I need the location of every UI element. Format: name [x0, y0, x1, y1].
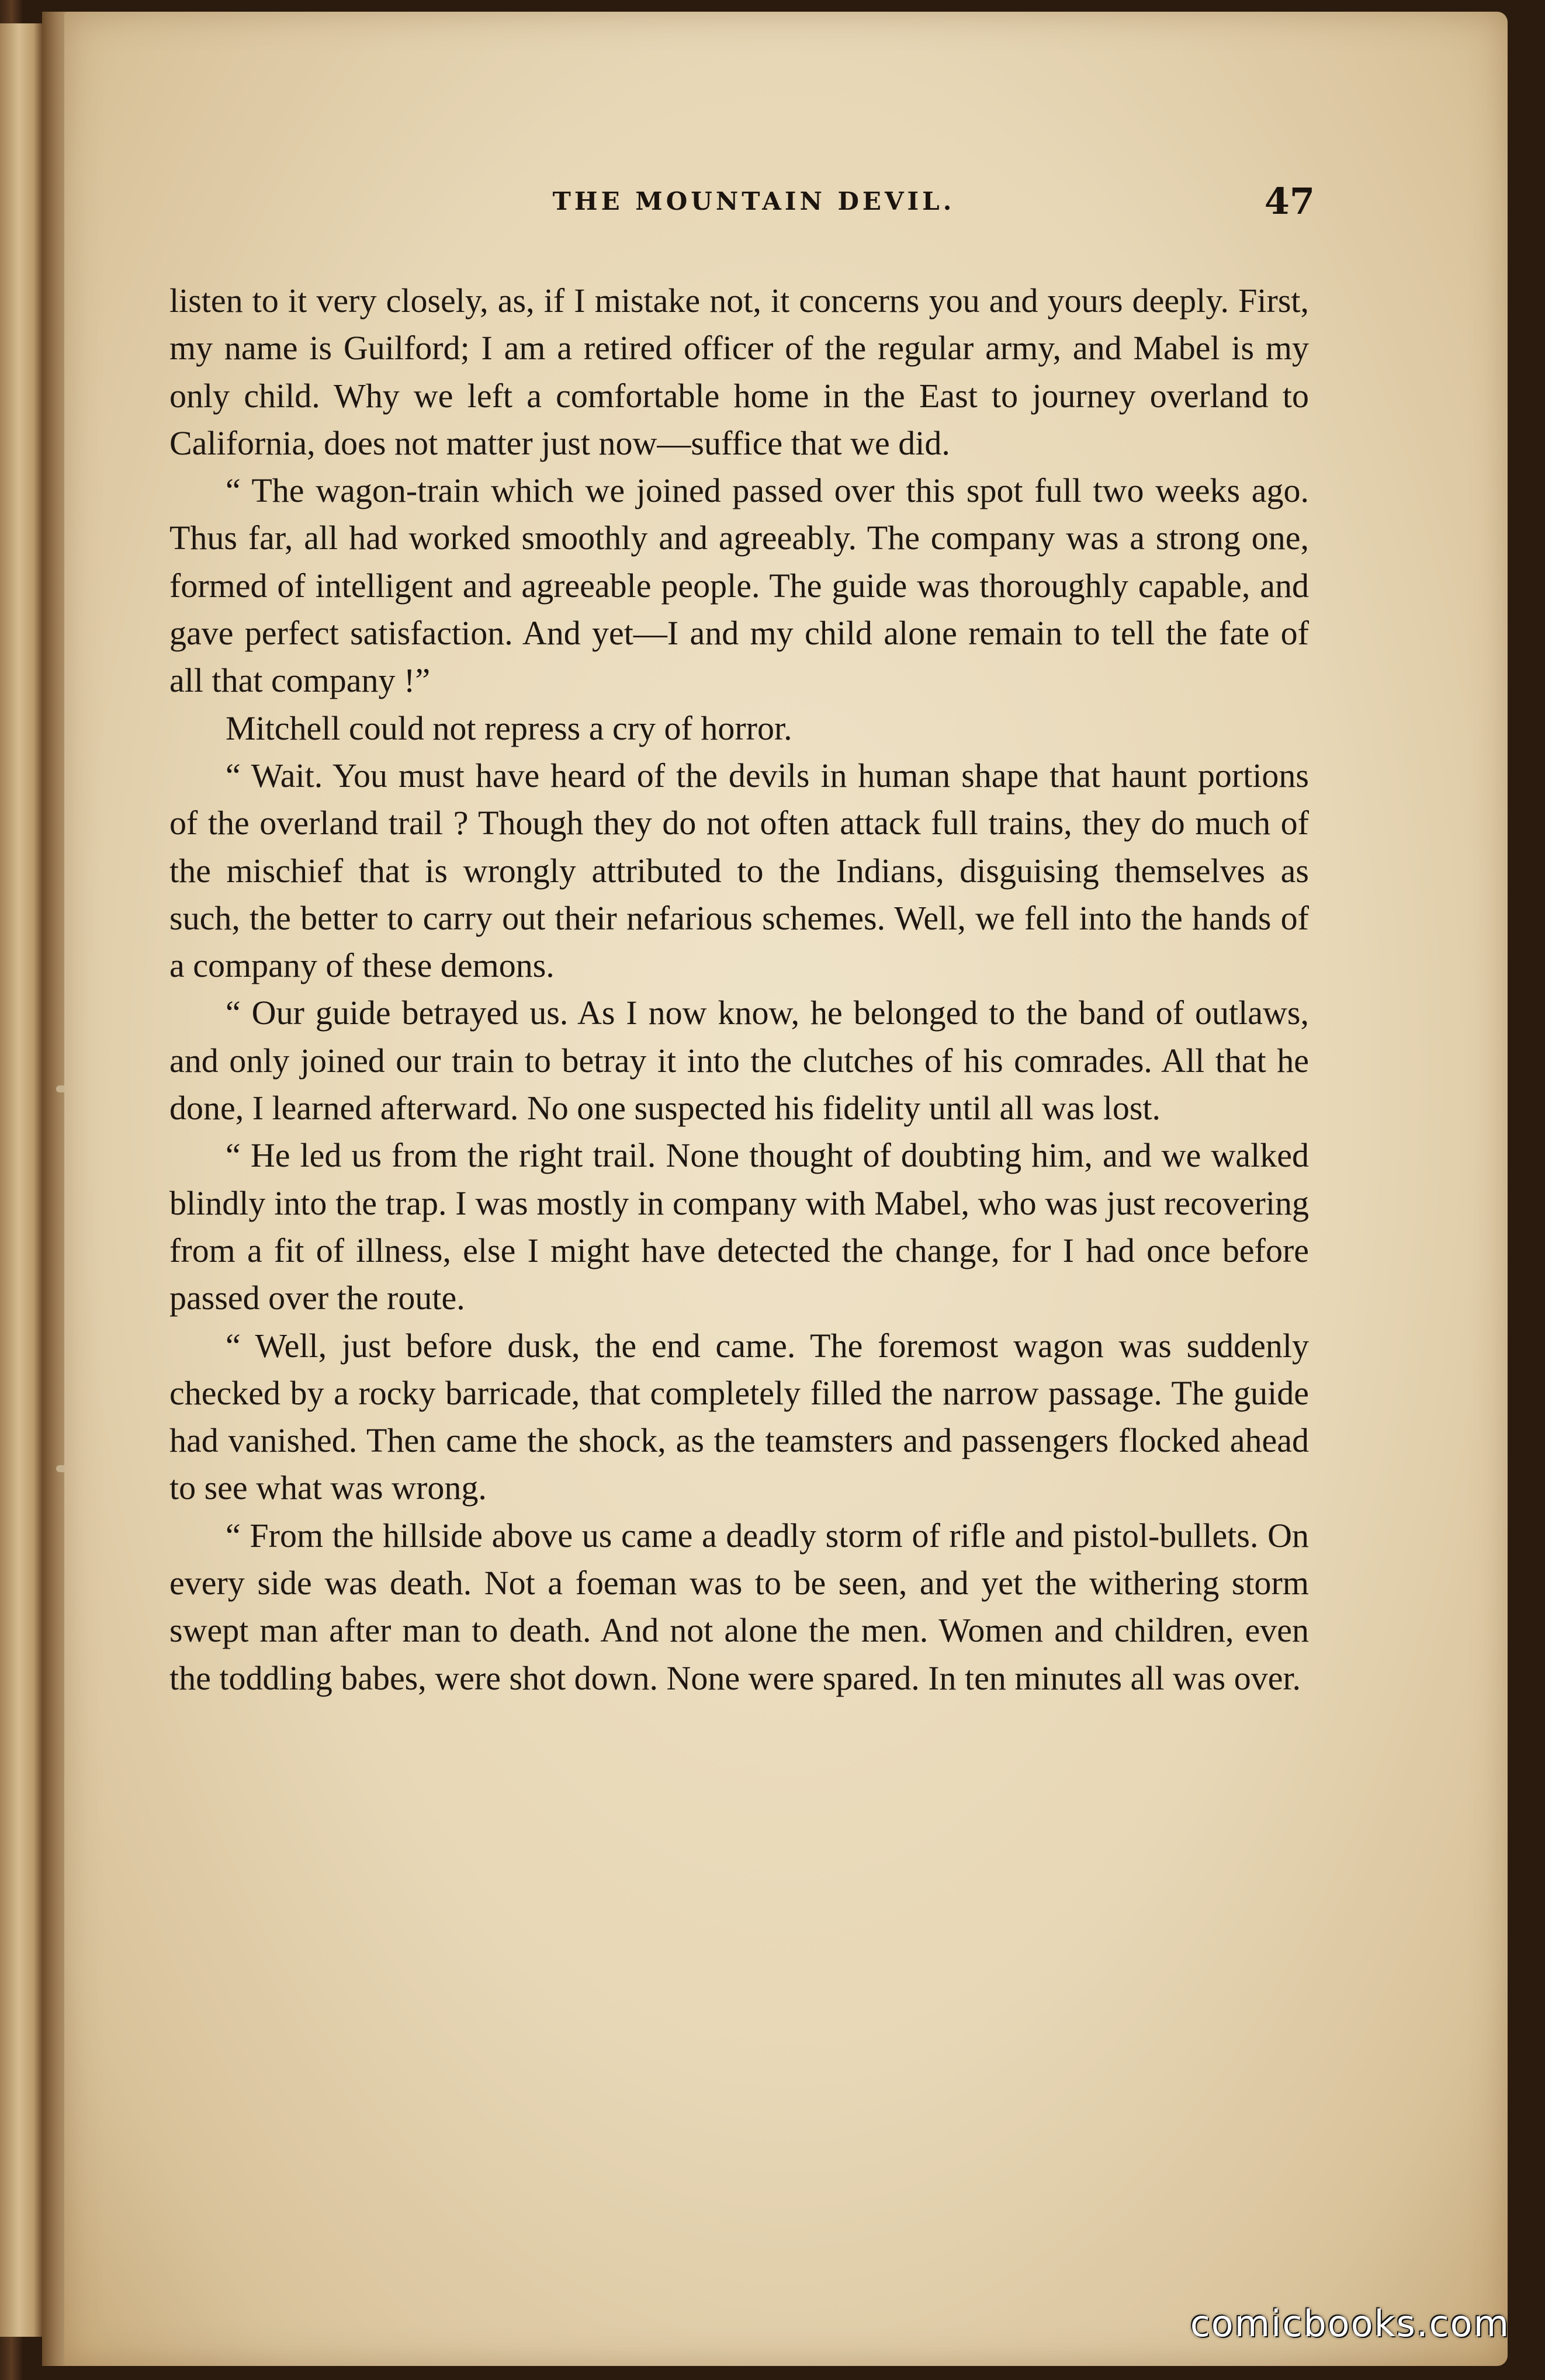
paragraph: “ Our guide betrayed us. As I now know, he belonged to the band of outlaws, and only joined our train to betray it into the clutches of his comrades. All that he done, I learned afterward. No one suspected his fidelity until all was lost. — [169, 994, 1309, 1127]
paragraph: “ Well, just before dusk, the end came. The foremost wagon was suddenly checked by a rocky barricade, that completely filled the narrow passage. The guide had vanished. Then came the shock, as the teamsters and passengers flocked ahead to see what was wrong. — [169, 1326, 1309, 1507]
page-header — [193, 180, 1315, 234]
paragraph: “ The wagon-train which we joined passed over this spot full two weeks ago. Thus far, all had worked smoothly and agreeably. The company was a strong one, formed of intelligent and agreeable people. The guide was thoroughly capable, and gave perfect satisfaction. And yet—I and my child alone remain to tell the fate of all that company !” — [169, 471, 1309, 700]
paragraph: listen to it very closely, as, if I mistake not, it concerns you and yours deeply. First, my name is Guilford; I am a retired officer of the regular army, and Mabel is my only child. Why we left a comfortable home in the East to journey overland to California, does not matter just now—suffice that we did. — [169, 282, 1309, 462]
paragraph: Mitchell could not repress a cry of horror. — [226, 709, 792, 747]
running-head: THE MOUNTAIN DEVIL. — [552, 187, 955, 216]
body-text — [169, 277, 1309, 1702]
previous-page-edge — [0, 23, 42, 2337]
paragraph: “ Wait. You must have heard of the devils in human shape that haunt portions of the overland trail ? Though they do not often attack full trains, they do much of the mischief that is wrongly attributed to the Indians, disguising themselves as such, the better to carry out their nefarious schemes. Well, we fell into the hands of a company of these demons. — [169, 756, 1309, 985]
paragraph: “ From the hillside above us came a deadly storm of rifle and pistol-bullets. On every side was death. Not a foeman was to be seen, and yet the withering storm swept man after man to death. And not alone the men. Women and children, even the toddling babes, were shot down. None were spared. In ten minutes all was over. — [169, 1516, 1309, 1697]
watermark: comicbooks.com — [1190, 2302, 1510, 2345]
paragraph: “ He led us from the right trail. None thought of doubting him, and we walked blindly into the trap. I was mostly in company with Mabel, who was just recovering from a fit of illness, else I might have detected the change, for I had once before passed over the route. — [169, 1136, 1309, 1317]
page-number: 47 — [1264, 180, 1315, 223]
